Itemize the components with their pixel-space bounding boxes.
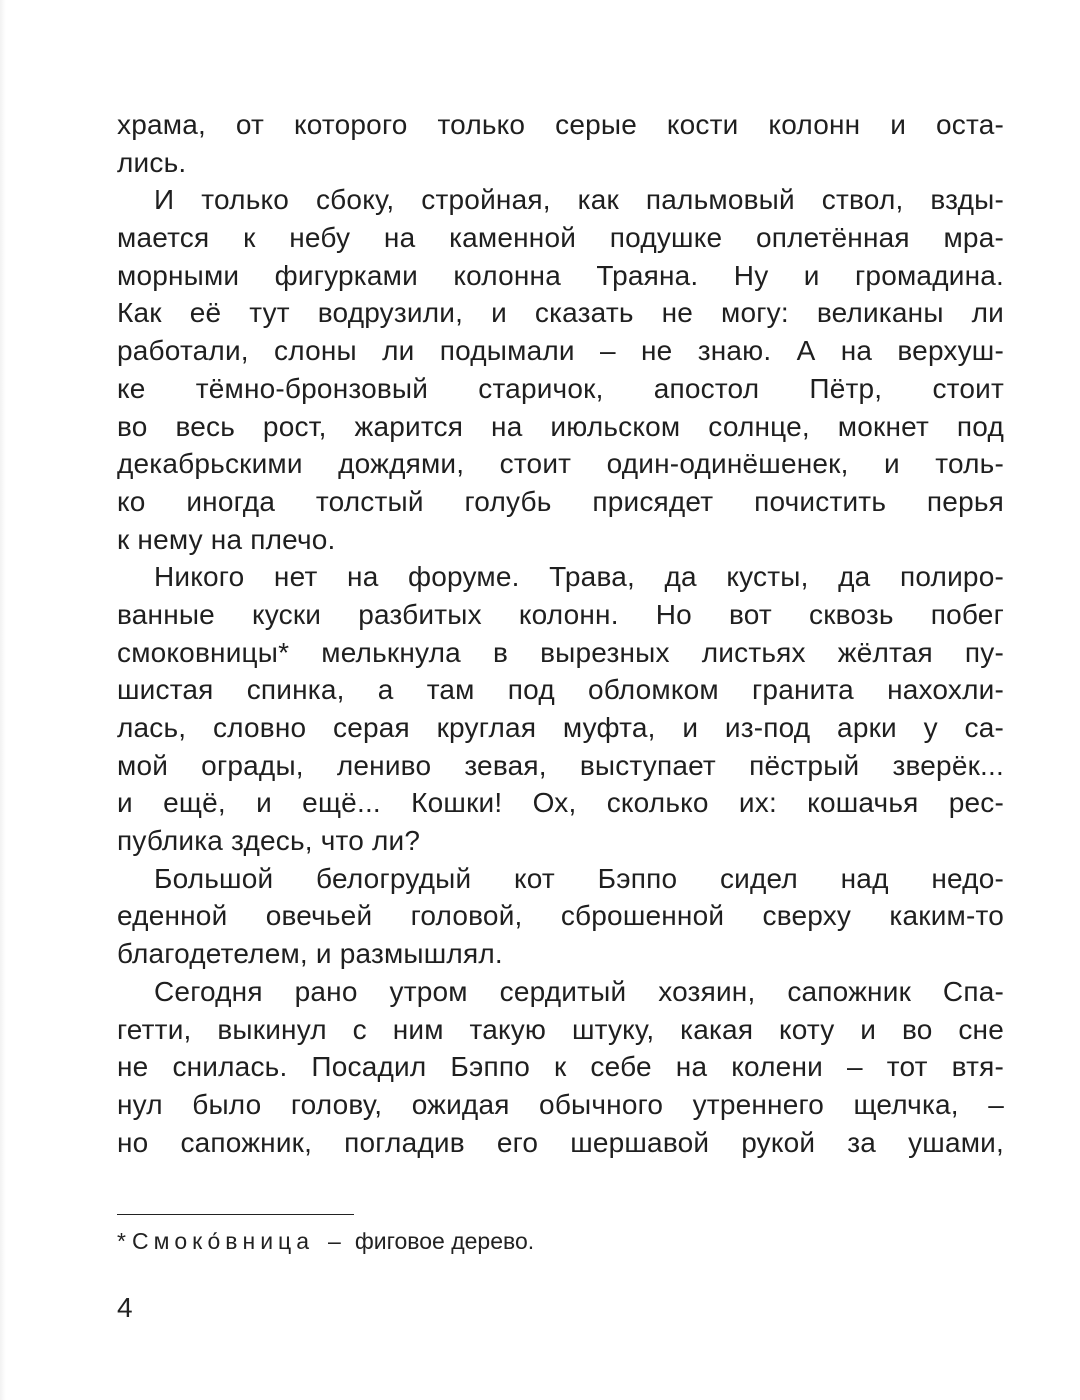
text-line: не снилась. Посадил Бэппо к себе на колени – тот втя- (117, 1051, 1004, 1083)
text-line: Сегодня рано утром сердитый хозяин, сапожник Спа- (154, 975, 1004, 1007)
text-line: И только сбоку, стройная, как пальмовый ствол, взды- (154, 184, 1004, 216)
text-line: публика здесь, что ли? (117, 825, 421, 857)
text-line: мой ограды, лениво зевая, выступает пёстрый зверёк... (117, 749, 1004, 781)
text-line: шистая спинка, а там под обломком гранита нахохли- (117, 674, 1004, 706)
text-line: ке тёмно-бронзовый старичок, апостол Пётр, стоит (117, 372, 1004, 404)
text-line: работали, слоны ли подымали – не знаю. А на верхуш- (117, 335, 1004, 367)
text-line: Большой белогрудый кот Бэппо сидел над недо- (154, 862, 1004, 894)
text-line: благодетелем, и размышлял. (117, 938, 503, 970)
text-line: Как её тут водрузили, и сказать не могу: великаны ли (117, 297, 1004, 329)
text-line: храма, от которого только серые кости колонн и оста- (117, 109, 1004, 140)
text-line: Никого нет на форуме. Трава, да кусты, да полиро- (154, 561, 1004, 593)
text-line: лись. (117, 146, 187, 178)
footnote-marker: * (117, 1228, 126, 1254)
text-line: гетти, выкинул с ним такую штуку, какая коту и во сне (117, 1013, 1004, 1045)
text-line: декабрьскими дождями, стоит один-одинёшенек, и толь- (117, 448, 1004, 480)
text-line: к нему на плечо. (117, 523, 336, 555)
text-line: еденной овечьей головой, сброшенной сверху каким-то (117, 900, 1004, 932)
text-line: морными фигурками колонна Траяна. Ну и громадина. (117, 259, 1004, 291)
text-line: ванные куски разбитых колонн. Но вот сквозь побег (117, 598, 1004, 630)
footnote (117, 1226, 534, 1256)
text-line: ко иногда толстый голубь присядет почистить перья (117, 485, 1004, 517)
text-line: смоковницы* мелькнула в вырезных листьях жёлтая пу- (117, 636, 1004, 668)
footnote-dash: – (328, 1228, 341, 1254)
text-line: лась, словно серая круглая муфта, и из-под арки у са- (117, 712, 1004, 743)
text-line: и ещё, и ещё... Кошки! Ох, сколько их: кошачья рес- (117, 787, 1004, 819)
text-line: нул было голову, ожидая обычного утреннего щелчка, – (117, 1088, 1004, 1120)
footnote-term: Смоко́вница (131, 1228, 315, 1254)
footnote-definition: фиговое дерево. (354, 1228, 535, 1254)
scan-edge-shadow (0, 0, 6, 1400)
text-line: но сапожник, погладив его шершавой рукой за ушами, (117, 1126, 1004, 1158)
body-text (117, 106, 1004, 1161)
page-number: 4 (117, 1292, 133, 1323)
text-line: во весь рост, жарится на июльском солнце, мокнет под (117, 410, 1004, 442)
text-line: мается к небу на каменной подушке оплетённая мра- (117, 222, 1004, 254)
footnote-separator (117, 1214, 354, 1215)
